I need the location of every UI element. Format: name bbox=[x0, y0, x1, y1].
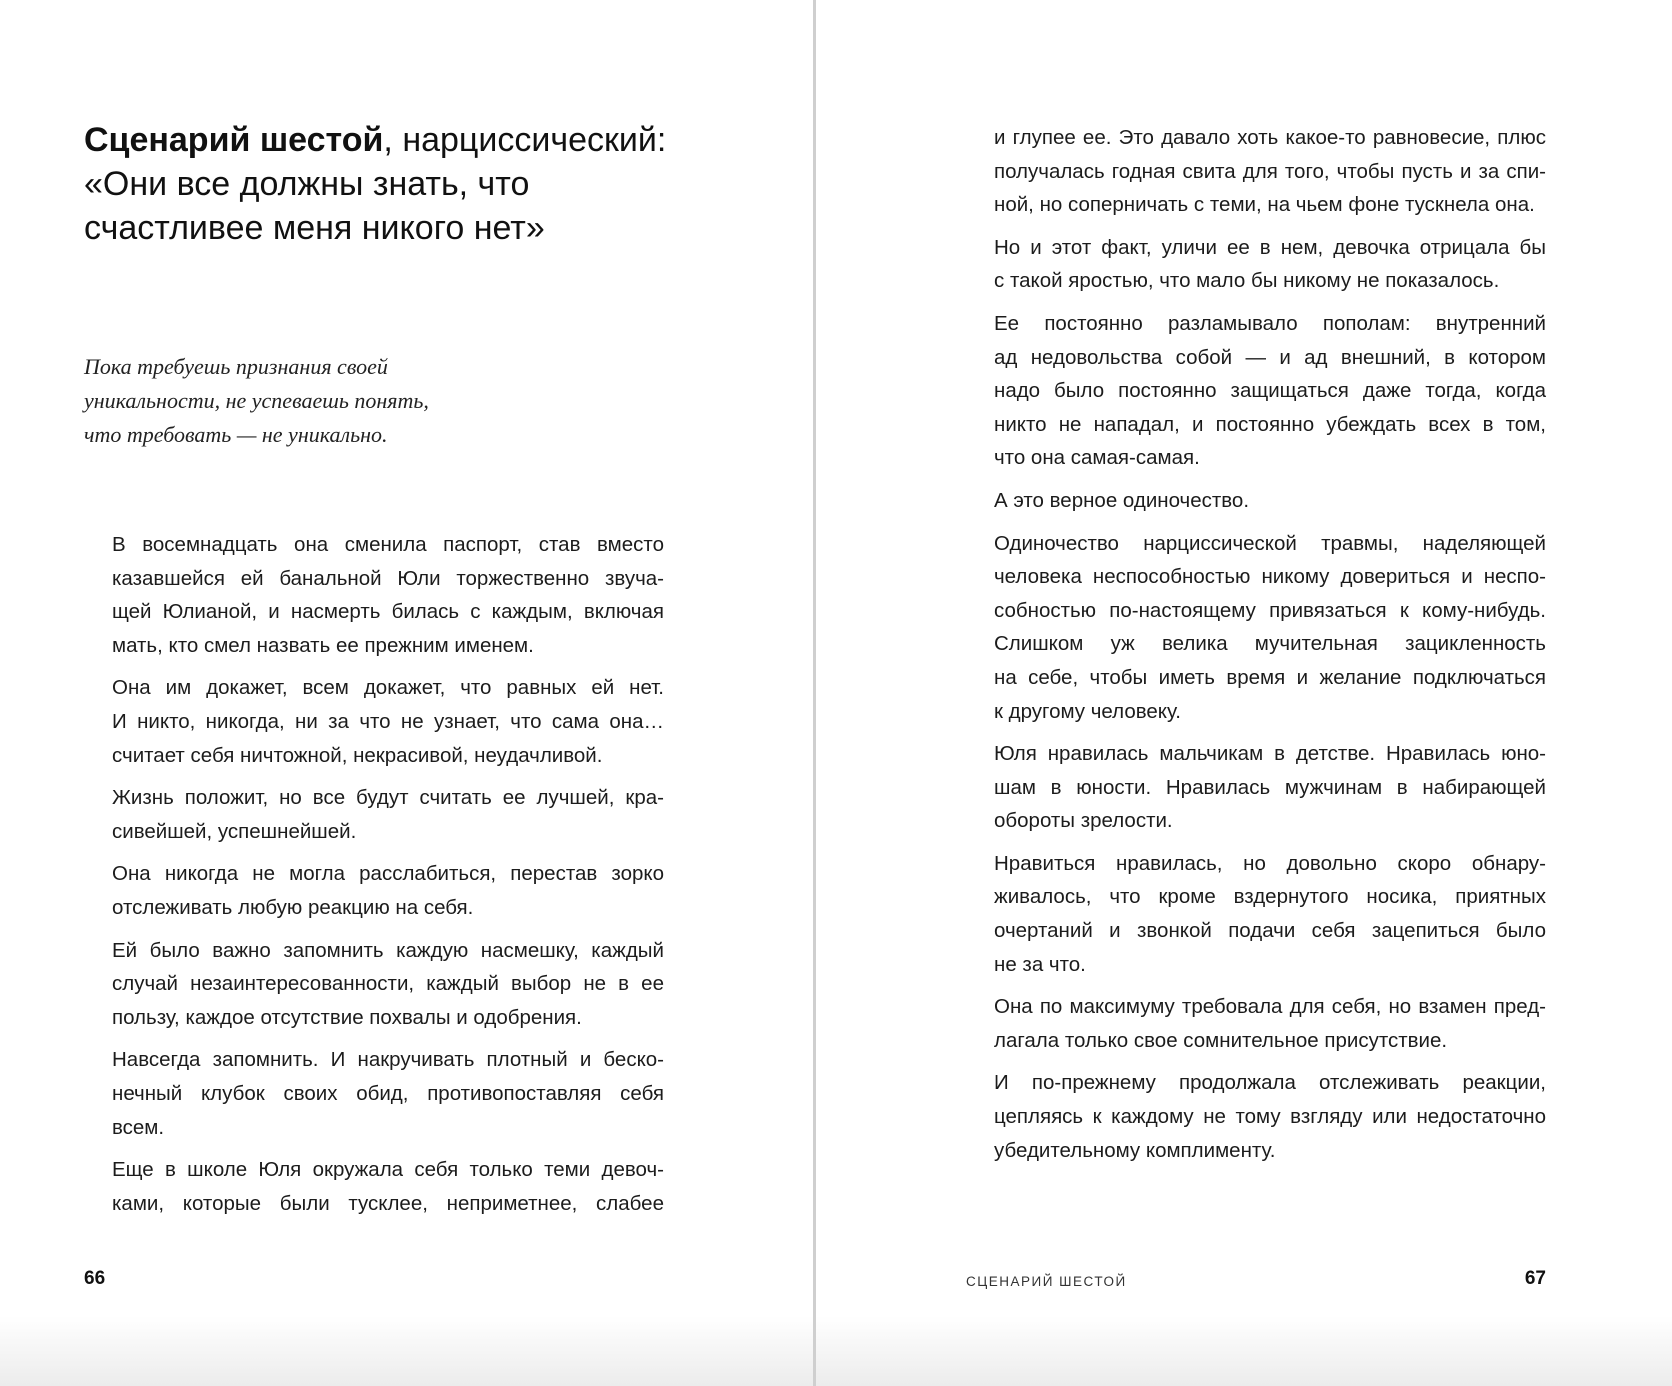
text-line: ной, но соперничать с теми, на чьем фоне тускнела она. bbox=[994, 193, 1535, 217]
text-line: надо было постоянно защищаться даже тогда, когда bbox=[994, 379, 1546, 403]
paragraph bbox=[112, 1153, 664, 1220]
text-line: отслеживать любую реакцию на себя. bbox=[112, 895, 474, 919]
paragraph bbox=[112, 1043, 664, 1144]
text-line: И по-прежнему продолжала отслеживать реакции, bbox=[994, 1071, 1546, 1095]
right-page-body bbox=[994, 121, 1546, 1176]
paragraph bbox=[112, 857, 664, 924]
text-line: обороты зрелости. bbox=[994, 809, 1173, 833]
text-line: никто не нападал, и постоянно убеждать всех в том, bbox=[994, 412, 1546, 436]
text-line: сивейшей, успешнейшей. bbox=[112, 819, 357, 843]
text-line: лагала только свое сомнительное присутствие. bbox=[994, 1028, 1448, 1052]
text-line: ад недовольства собой — и ад внешний, в котором bbox=[994, 345, 1546, 369]
text-line: считает себя ничтожной, некрасивой, неудачливой. bbox=[112, 743, 603, 767]
page-spine-divider bbox=[813, 0, 816, 1386]
paragraph bbox=[994, 484, 1546, 518]
paragraph bbox=[994, 307, 1546, 475]
text-line: Ее постоянно разламывало пополам: внутренний bbox=[994, 311, 1546, 335]
chapter-title-bold: Сценарий шестой bbox=[84, 121, 384, 159]
text-line: Ей было важно запомнить каждую насмешку, каждый bbox=[112, 938, 664, 962]
text-line: не за что. bbox=[994, 952, 1086, 976]
page-number-left: 66 bbox=[84, 1268, 106, 1289]
text-line: Навсегда запомнить. И накручивать плотный и беско- bbox=[112, 1048, 664, 1072]
text-line: на себе, чтобы иметь время и желание подключаться bbox=[994, 665, 1546, 689]
epigraph bbox=[84, 350, 604, 452]
text-line: Но и этот факт, уличи ее в нем, девочка отрицала бы bbox=[994, 235, 1546, 259]
text-line: с такой яростью, что мало бы никому не показалось. bbox=[994, 269, 1500, 293]
paragraph bbox=[112, 671, 664, 772]
text-line: Слишком уж велика мучительная зацикленность bbox=[994, 632, 1546, 656]
text-line: случай незаинтересованности, каждый выбор не в ее bbox=[112, 972, 664, 996]
paragraph bbox=[994, 990, 1546, 1057]
text-line: щей Юлианой, и насмерть билась с каждым, включая bbox=[112, 600, 664, 624]
bottom-shade bbox=[0, 1316, 1672, 1386]
text-line: человека неспособностью никому довериться и неспо- bbox=[994, 565, 1546, 589]
paragraph bbox=[112, 934, 664, 1035]
epigraph-line: что требовать — не уникально. bbox=[84, 422, 388, 447]
text-line: что она самая-самая. bbox=[994, 446, 1200, 470]
text-line: казавшейся ей банальной Юли торжественно звуча- bbox=[112, 566, 664, 590]
paragraph bbox=[994, 847, 1546, 981]
text-line: Она им докажет, всем докажет, что равных ей нет. bbox=[112, 676, 664, 700]
text-line: В восемнадцать она сменила паспорт, став вместо bbox=[112, 533, 664, 556]
text-line: Юля нравилась мальчикам в детстве. Нравилась юно- bbox=[994, 742, 1546, 766]
text-line: пользу, каждое отсутствие похвалы и одобрения. bbox=[112, 1005, 582, 1029]
text-line: и глупее ее. Это давало хоть какое-то равновесие, плюс bbox=[994, 126, 1546, 149]
chapter-title-rest: , нарциссический: bbox=[383, 121, 667, 159]
text-line: Жизнь положит, но все будут считать ее лучшей, кра- bbox=[112, 786, 664, 810]
text-line: очертаний и звонкой подачи себя зацепиться было bbox=[994, 919, 1546, 943]
text-line: нечный клубок своих обид, противопоставляя себя bbox=[112, 1081, 664, 1105]
paragraph bbox=[994, 737, 1546, 838]
text-line: получалась годная свита для того, чтобы пусть и за спи- bbox=[994, 159, 1546, 183]
paragraph bbox=[994, 231, 1546, 298]
paragraph bbox=[994, 1066, 1546, 1167]
text-line: цепляясь к каждому не тому взгляду или недостаточно bbox=[994, 1105, 1546, 1129]
epigraph-line: Пока требуешь признания своей bbox=[84, 354, 388, 379]
text-line: ками, которые были тусклее, неприметнее, слабее bbox=[112, 1191, 664, 1215]
text-line: Она по максимуму требовала для себя, но взамен пред- bbox=[994, 995, 1546, 1019]
paragraph bbox=[994, 527, 1546, 729]
text-line: Еще в школе Юля окружала себя только теми девоч- bbox=[112, 1158, 664, 1182]
paragraph bbox=[112, 528, 664, 662]
paragraph bbox=[994, 121, 1546, 222]
epigraph-line: уникальности, не успеваешь понять, bbox=[84, 388, 429, 413]
page-number-right: 67 bbox=[1524, 1268, 1546, 1289]
text-line: убедительному комплименту. bbox=[994, 1138, 1276, 1162]
chapter-title-line: «Они все должны знать, что bbox=[84, 165, 530, 203]
text-line: всем. bbox=[112, 1115, 165, 1139]
text-line: А это верное одиночество. bbox=[994, 488, 1250, 512]
left-page-body bbox=[112, 528, 664, 1229]
text-line: Одиночество нарциссической травмы, наделяющей bbox=[994, 531, 1546, 555]
text-line: шам в юности. Нравилась мужчинам в набирающей bbox=[994, 775, 1546, 799]
chapter-title-line: счастливее меня никого нет» bbox=[84, 209, 545, 247]
text-line: собностью по-настоящему привязаться к кому-нибудь. bbox=[994, 598, 1546, 622]
text-line: мать, кто смел назвать ее прежним именем. bbox=[112, 633, 534, 657]
running-head: СЦЕНАРИЙ ШЕСТОЙ bbox=[966, 1274, 1127, 1289]
text-line: живалось, что кроме вздернутого носика, приятных bbox=[994, 885, 1546, 909]
chapter-title bbox=[84, 118, 724, 250]
text-line: к другому человеку. bbox=[994, 699, 1181, 723]
paragraph bbox=[112, 781, 664, 848]
text-line: И никто, никогда, ни за что не узнает, что сама она… bbox=[112, 709, 664, 733]
text-line: Нравиться нравилась, но довольно скоро обнару- bbox=[994, 851, 1546, 875]
text-line: Она никогда не могла расслабиться, перестав зорко bbox=[112, 862, 664, 886]
